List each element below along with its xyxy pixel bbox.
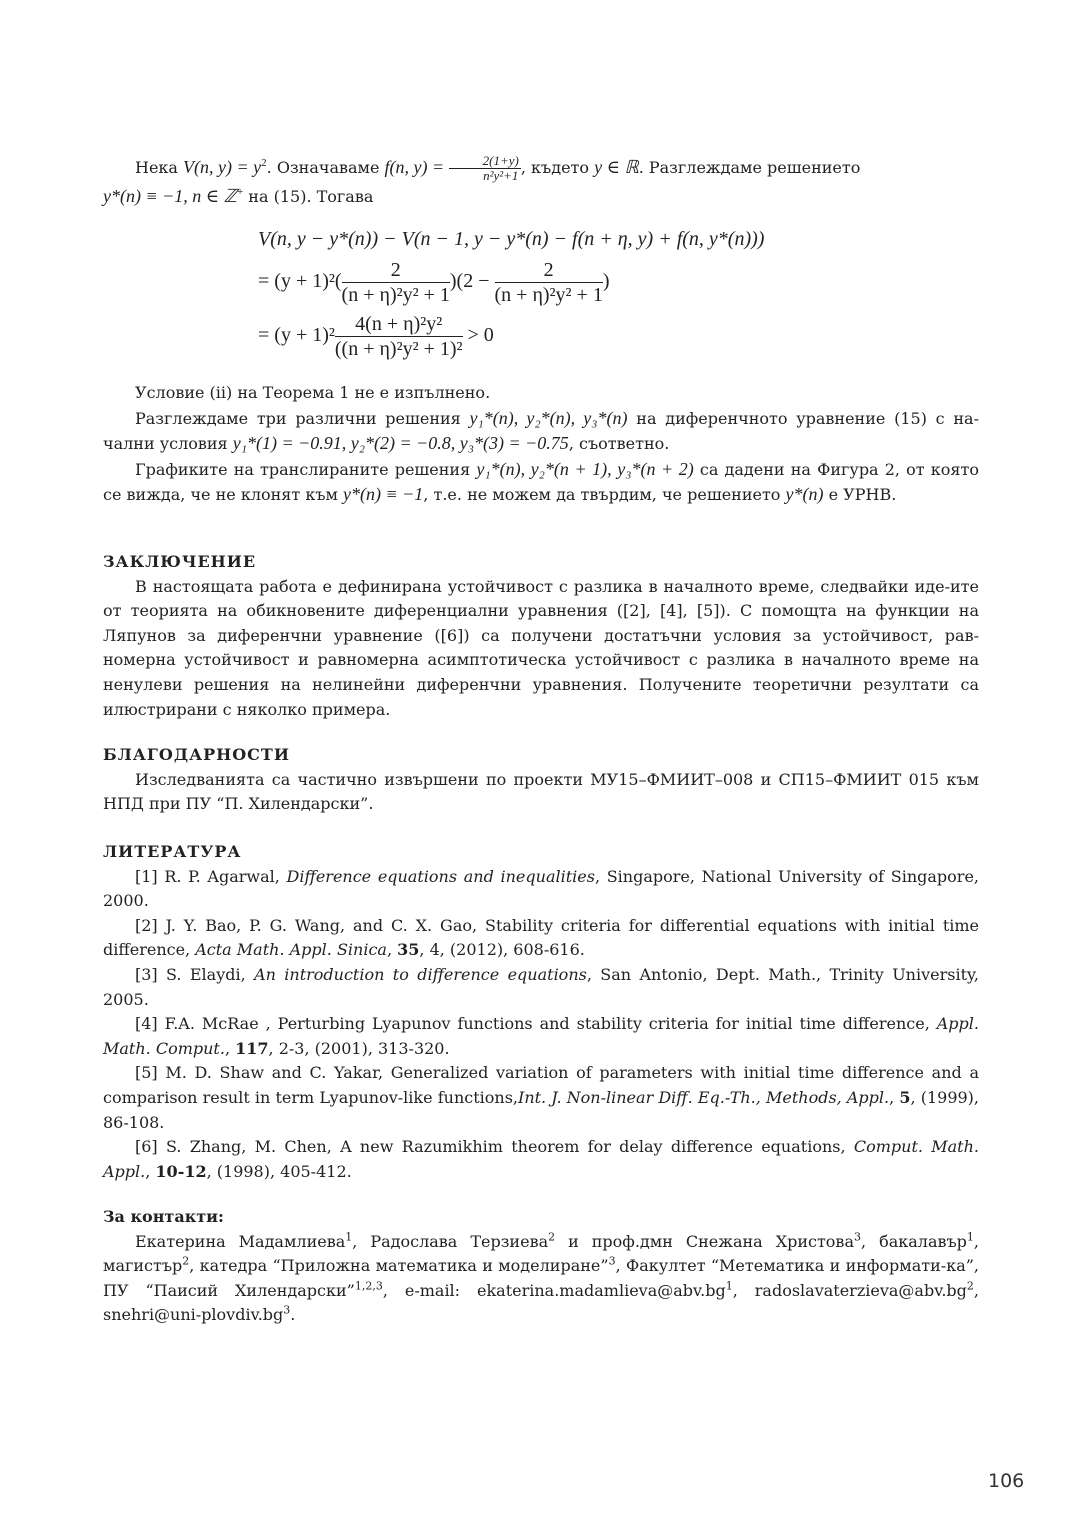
reference-item: [4] F.A. McRae , Perturbing Lyapunov functions and stability criteria for initial time difference, Appl. Math. Comput., 117, 2-3, (2001), 313-320.: [103, 1014, 979, 1058]
math-fraction: $\frac{2(1+y)}{\text{n²y²+1}}$: [449, 154, 521, 183]
math-solution: y*(n) ≡ −1, n ∈ ℤ+: [103, 186, 244, 206]
reference-item: [2] J. Y. Bao, P. G. Wang, and C. X. Gao, Stability criteria for differential equations with initial time difference, Acta Math. Appl. Sinica, 35, 4, (2012), 608-616.: [103, 915, 979, 960]
intro-text: , където: [520, 158, 595, 177]
equation-line-3: = (y + 1)² $\frac{\text{4(n + η)²y²}}{\text{((n + η)²y² + 1)²}}$ > 0: [258, 313, 494, 360]
math-V: V(n, $y) = y^2$: [183, 157, 267, 177]
reference-item: [5] M. D. Shaw and C. Yakar, Generalized variation of parameters with initial time difference and a comparison result in term Lyapunov-like functions,Int. J. Non-linear Diff. Eq.-Th., Methods, Appl., 5, (1999), 86-108.: [103, 1063, 980, 1132]
equation-fraction: $\frac{2}{\text{(n + η)²y² + 1}}$: [341, 259, 450, 306]
contacts-section: [103, 1205, 979, 1328]
acknowledgments-section: [103, 743, 979, 817]
acknowledgments-heading: БЛАГОДАРНОСТИ: [103, 745, 290, 764]
intro-text: . Разглеждаме решението: [638, 158, 861, 177]
intro-text: на (15). Тогава: [243, 187, 374, 206]
math-y: y ∈ ℝ: [594, 157, 639, 177]
conclusion-text: В настоящата работа е дефинирана устойчивост с разлика в началното време, следвайки иде-ите от теорията на обикновените диференциални уравнения ([2], [4], [5]). С помощта на функции на Ляпунов за диференчни уравнение ([6]) са получени достатъчни условия за устойчивост, рав-номерна устойчивост и равномерна асимптотическа устойчивост с разлика в началното време на ненулеви решения на нелинейни диференчни уравнения. Получените теоретични резултати са илюстрирани с няколко примера.: [103, 576, 979, 719]
intro-text: . Означаваме: [266, 158, 385, 177]
references-heading: ЛИТЕРАТУРА: [103, 842, 242, 861]
reference-item: [3] S. Elaydi, An introduction to difference equations, San Antonio, Dept. Math., Trinity University, 2005.: [103, 964, 980, 1009]
condition-paragraph: Условие (ii) на Теорема 1 не е изпълнено.: [135, 383, 491, 402]
conclusion-section: [103, 550, 979, 722]
references-section: [103, 840, 979, 1184]
contacts-heading: За контакти:: [103, 1207, 224, 1226]
solutions-paragraph: Разглеждаме три различни решения y₁*(n), y₂*(n), y₃*(n) на диференчното уравнение (15) с на-чални условия y₁*(1) = −0.91, y₂*(2) = −0.8, y₃*(3) = −0.75, съответно.: [103, 407, 979, 454]
equation-line-1: V(n, y − y*(n)) − V(n − 1, y − y*(n) − f(n + η, y) + f(n, y*(n))): [258, 228, 765, 250]
reference-item: [6] S. Zhang, M. Chen, A new Razumikhim theorem for delay difference equations, Comput. Math. Appl., 10-12, (1998), 405-412.: [103, 1137, 980, 1181]
graphs-paragraph: Графиките на транслираните решения y₁*(n), y₂*(n + 1), y₃*(n + 2) са дадени на Фигура 2, от която се вижда, че не клонят към y*(n) ≡ −1, т.е. не можем да твърдим, че решението y*(n) е УРНВ.: [103, 458, 980, 505]
equation-fraction: $\frac{2}{\text{(n + η)²y² + 1}}$: [494, 259, 603, 306]
equation-fraction: $\frac{\text{4(n + η)²y²}}{\text{((n + η)²y² + 1)²}}$: [334, 313, 463, 360]
body-section: [103, 381, 979, 508]
acknowledgments-text: Изследванията са частично извършени по проекти МУ15–ФМИИТ–008 и СП15–ФМИИТ 015 към НПД при ПУ “П. Хилендарски”.: [103, 769, 979, 814]
intro-paragraph: [103, 154, 979, 210]
page-number: 106: [988, 1470, 1025, 1492]
equation-line-2: = (y + 1)²( $\frac{2}{\text{(n + η)²y² + 1}}$ )(2 − $\frac{2}{\text{(n + η)²y² + 1}}$ ): [258, 259, 610, 306]
conclusion-heading: ЗАКЛЮЧЕНИЕ: [103, 552, 257, 571]
intro-text: Нека: [135, 158, 184, 177]
reference-item: [1] R. P. Agarwal, Difference equations and inequalities, Singapore, National University of Singapore, 2000.: [103, 866, 980, 911]
math-f: f(n, y) =: [384, 157, 449, 177]
contacts-text: Екатерина Мадамлиева$^1$, Радослава Терзиева$^2$ и проф.дмн Снежана Христова$^3$, бакалавър$^1$, магистър$^2$, катедра “Приложна математика и моделиране”$^3$, Факултет “Метематика и информати-ка”, ПУ “Паисий Хилендарски”$^{1,2,3}$, e-mail: $ekaterina.madamlieva@abv.bg^1$, $radoslavaterzieva@abv.bg^2$, $snehri@uni-plovdiv.bg^3$.: [103, 1230, 980, 1325]
